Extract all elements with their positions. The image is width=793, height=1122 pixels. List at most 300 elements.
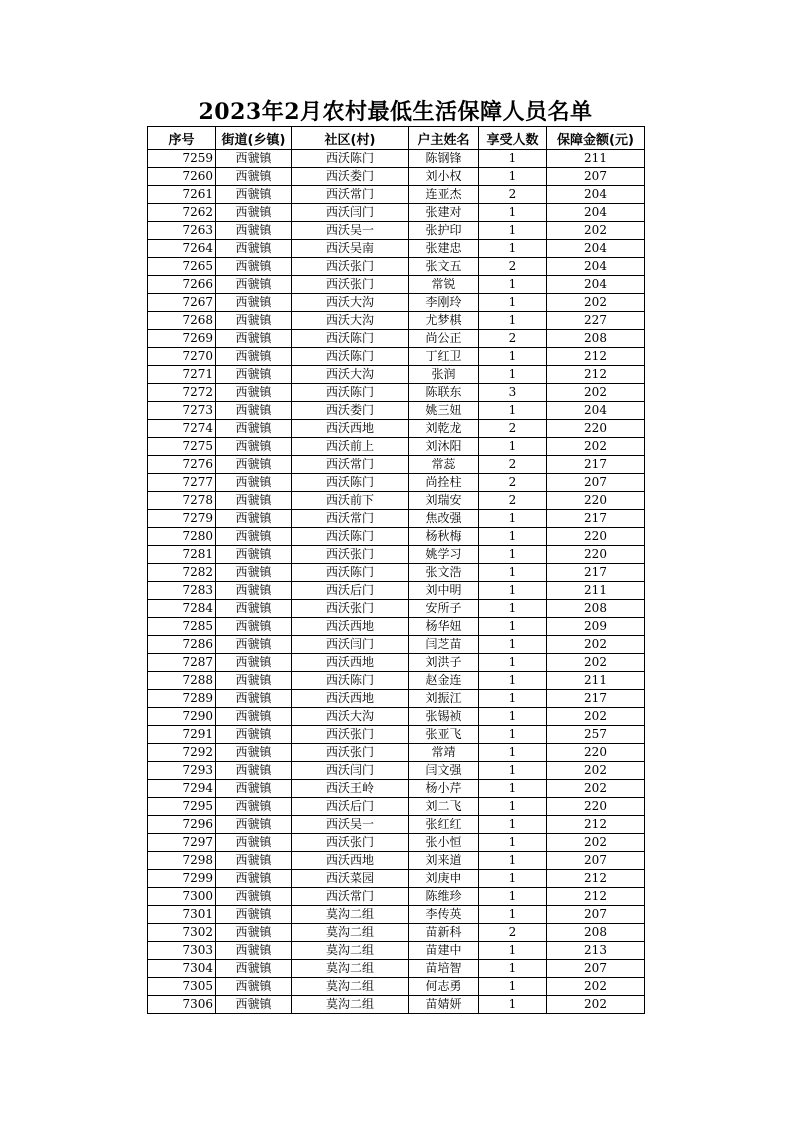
cell-amount: 212: [547, 348, 645, 366]
cell-amount: 211: [547, 150, 645, 168]
cell-seq: 7306: [148, 996, 216, 1014]
cell-householder: 刘乾龙: [409, 420, 479, 438]
cell-persons: 1: [479, 942, 547, 960]
cell-householder: 安所子: [409, 600, 479, 618]
cell-householder: 张锡祯: [409, 708, 479, 726]
cell-seq: 7269: [148, 330, 216, 348]
cell-amount: 217: [547, 456, 645, 474]
cell-street: 西虢镇: [216, 204, 292, 222]
cell-street: 西虢镇: [216, 582, 292, 600]
cell-seq: 7285: [148, 618, 216, 636]
table-row: [148, 942, 645, 960]
cell-persons: 1: [479, 744, 547, 762]
table-row: [148, 924, 645, 942]
cell-community: 西沃后门: [292, 798, 409, 816]
cell-seq: 7271: [148, 366, 216, 384]
cell-householder: 苗培智: [409, 960, 479, 978]
cell-amount: 202: [547, 636, 645, 654]
cell-seq: 7303: [148, 942, 216, 960]
cell-street: 西虢镇: [216, 294, 292, 312]
table-row: [148, 906, 645, 924]
cell-community: 西沃常门: [292, 888, 409, 906]
cell-amount: 212: [547, 816, 645, 834]
cell-householder: 闫芝苗: [409, 636, 479, 654]
cell-seq: 7278: [148, 492, 216, 510]
cell-amount: 202: [547, 834, 645, 852]
cell-street: 西虢镇: [216, 672, 292, 690]
table-row: [148, 258, 645, 276]
table-row: [148, 672, 645, 690]
cell-street: 西虢镇: [216, 564, 292, 582]
table-row: [148, 564, 645, 582]
cell-community: 西沃常门: [292, 510, 409, 528]
cell-amount: 257: [547, 726, 645, 744]
table-row: [148, 816, 645, 834]
cell-street: 西虢镇: [216, 978, 292, 996]
cell-street: 西虢镇: [216, 222, 292, 240]
table-row: [148, 546, 645, 564]
table-row: [148, 582, 645, 600]
cell-householder: 苗新科: [409, 924, 479, 942]
cell-seq: 7287: [148, 654, 216, 672]
cell-seq: 7298: [148, 852, 216, 870]
cell-street: 西虢镇: [216, 510, 292, 528]
cell-persons: 1: [479, 960, 547, 978]
cell-community: 西沃前上: [292, 438, 409, 456]
cell-community: 西沃张门: [292, 744, 409, 762]
cell-seq: 7280: [148, 528, 216, 546]
cell-amount: 211: [547, 582, 645, 600]
cell-persons: 1: [479, 168, 547, 186]
header-persons: 享受人数: [479, 127, 547, 150]
cell-amount: 220: [547, 744, 645, 762]
cell-community: 西沃娄门: [292, 168, 409, 186]
cell-amount: 207: [547, 474, 645, 492]
cell-householder: 刘洪子: [409, 654, 479, 672]
cell-householder: 张护印: [409, 222, 479, 240]
header-community: 社区(村): [292, 127, 409, 150]
cell-street: 西虢镇: [216, 798, 292, 816]
cell-street: 西虢镇: [216, 492, 292, 510]
cell-seq: 7268: [148, 312, 216, 330]
table-row: [148, 618, 645, 636]
cell-householder: 杨小芹: [409, 780, 479, 798]
table-row: [148, 420, 645, 438]
table-row: [148, 402, 645, 420]
cell-street: 西虢镇: [216, 546, 292, 564]
cell-street: 西虢镇: [216, 960, 292, 978]
cell-community: 西沃陈门: [292, 348, 409, 366]
cell-street: 西虢镇: [216, 276, 292, 294]
table-row: [148, 384, 645, 402]
cell-seq: 7297: [148, 834, 216, 852]
table-row: [148, 690, 645, 708]
cell-householder: 刘二飞: [409, 798, 479, 816]
cell-persons: 1: [479, 978, 547, 996]
recipient-table: [147, 126, 645, 1014]
cell-persons: 1: [479, 636, 547, 654]
cell-seq: 7300: [148, 888, 216, 906]
table-row: [148, 240, 645, 258]
cell-amount: 220: [547, 546, 645, 564]
header-street: 街道(乡镇): [216, 127, 292, 150]
cell-seq: 7289: [148, 690, 216, 708]
cell-seq: 7273: [148, 402, 216, 420]
cell-persons: 1: [479, 888, 547, 906]
cell-street: 西虢镇: [216, 366, 292, 384]
cell-community: 西沃娄门: [292, 402, 409, 420]
cell-persons: 1: [479, 654, 547, 672]
cell-amount: 202: [547, 438, 645, 456]
table-row: [148, 978, 645, 996]
cell-seq: 7301: [148, 906, 216, 924]
table-row: [148, 888, 645, 906]
cell-persons: 1: [479, 348, 547, 366]
cell-community: 西沃陈门: [292, 330, 409, 348]
cell-community: 西沃陈门: [292, 474, 409, 492]
cell-amount: 211: [547, 672, 645, 690]
cell-amount: 204: [547, 276, 645, 294]
cell-amount: 213: [547, 942, 645, 960]
cell-seq: 7293: [148, 762, 216, 780]
cell-street: 西虢镇: [216, 744, 292, 762]
cell-seq: 7263: [148, 222, 216, 240]
cell-seq: 7305: [148, 978, 216, 996]
header-amount: 保障金额(元): [547, 127, 645, 150]
cell-seq: 7284: [148, 600, 216, 618]
table-row: [148, 960, 645, 978]
cell-seq: 7295: [148, 798, 216, 816]
cell-householder: 刘瑞安: [409, 492, 479, 510]
cell-amount: 212: [547, 870, 645, 888]
document-title: 2023年2月农村最低生活保障人员名单: [198, 99, 593, 125]
cell-amount: 220: [547, 528, 645, 546]
cell-householder: 苗建中: [409, 942, 479, 960]
cell-amount: 207: [547, 960, 645, 978]
cell-amount: 202: [547, 384, 645, 402]
table-row: [148, 474, 645, 492]
cell-persons: 1: [479, 852, 547, 870]
cell-amount: 209: [547, 618, 645, 636]
cell-persons: 2: [479, 420, 547, 438]
cell-seq: 7302: [148, 924, 216, 942]
cell-street: 西虢镇: [216, 402, 292, 420]
cell-persons: 1: [479, 618, 547, 636]
cell-amount: 207: [547, 852, 645, 870]
cell-seq: 7265: [148, 258, 216, 276]
table-row: [148, 636, 645, 654]
cell-persons: 2: [479, 186, 547, 204]
cell-amount: 208: [547, 924, 645, 942]
cell-community: 西沃大沟: [292, 366, 409, 384]
cell-seq: 7276: [148, 456, 216, 474]
cell-persons: 2: [479, 456, 547, 474]
table-row: [148, 492, 645, 510]
cell-community: 西沃后门: [292, 582, 409, 600]
cell-community: 莫沟二组: [292, 906, 409, 924]
cell-community: 西沃闫门: [292, 204, 409, 222]
cell-street: 西虢镇: [216, 420, 292, 438]
cell-seq: 7286: [148, 636, 216, 654]
table-row: [148, 222, 645, 240]
cell-seq: 7267: [148, 294, 216, 312]
table-row: [148, 366, 645, 384]
table-row: [148, 726, 645, 744]
cell-persons: 1: [479, 582, 547, 600]
cell-persons: 1: [479, 546, 547, 564]
table-row: [148, 708, 645, 726]
cell-seq: 7272: [148, 384, 216, 402]
table-row: [148, 528, 645, 546]
cell-amount: 202: [547, 222, 645, 240]
cell-persons: 1: [479, 276, 547, 294]
table-row: [148, 780, 645, 798]
cell-street: 西虢镇: [216, 762, 292, 780]
cell-householder: 刘中明: [409, 582, 479, 600]
cell-householder: 杨秋梅: [409, 528, 479, 546]
cell-amount: 217: [547, 510, 645, 528]
cell-community: 西沃菜园: [292, 870, 409, 888]
cell-persons: 1: [479, 204, 547, 222]
table-row: [148, 600, 645, 618]
cell-seq: 7299: [148, 870, 216, 888]
cell-street: 西虢镇: [216, 186, 292, 204]
cell-householder: 张小恒: [409, 834, 479, 852]
cell-amount: 220: [547, 420, 645, 438]
cell-persons: 2: [479, 924, 547, 942]
cell-persons: 1: [479, 510, 547, 528]
cell-community: 西沃常门: [292, 186, 409, 204]
cell-street: 西虢镇: [216, 600, 292, 618]
cell-seq: 7282: [148, 564, 216, 582]
table-row: [148, 834, 645, 852]
cell-householder: 刘小权: [409, 168, 479, 186]
cell-community: 西沃前下: [292, 492, 409, 510]
cell-seq: 7291: [148, 726, 216, 744]
cell-seq: 7261: [148, 186, 216, 204]
cell-seq: 7292: [148, 744, 216, 762]
cell-persons: 1: [479, 870, 547, 888]
cell-householder: 陈维珍: [409, 888, 479, 906]
table-row: [148, 744, 645, 762]
cell-street: 西虢镇: [216, 438, 292, 456]
cell-amount: 208: [547, 330, 645, 348]
cell-street: 西虢镇: [216, 852, 292, 870]
cell-street: 西虢镇: [216, 150, 292, 168]
cell-amount: 212: [547, 888, 645, 906]
cell-householder: 张建忠: [409, 240, 479, 258]
cell-street: 西虢镇: [216, 618, 292, 636]
table-row: [148, 330, 645, 348]
cell-community: 西沃王岭: [292, 780, 409, 798]
cell-amount: 207: [547, 168, 645, 186]
cell-street: 西虢镇: [216, 384, 292, 402]
cell-community: 西沃陈门: [292, 150, 409, 168]
cell-householder: 张亚飞: [409, 726, 479, 744]
cell-seq: 7288: [148, 672, 216, 690]
cell-persons: 1: [479, 438, 547, 456]
cell-street: 西虢镇: [216, 816, 292, 834]
cell-community: 西沃陈门: [292, 672, 409, 690]
cell-persons: 1: [479, 798, 547, 816]
cell-amount: 217: [547, 690, 645, 708]
cell-persons: 1: [479, 294, 547, 312]
cell-householder: 尚拴柱: [409, 474, 479, 492]
cell-amount: 202: [547, 654, 645, 672]
cell-householder: 姚学习: [409, 546, 479, 564]
cell-householder: 丁红卫: [409, 348, 479, 366]
table-body: [148, 150, 645, 1014]
cell-persons: 1: [479, 402, 547, 420]
cell-community: 西沃张门: [292, 726, 409, 744]
cell-amount: 207: [547, 906, 645, 924]
cell-persons: 1: [479, 240, 547, 258]
cell-amount: 202: [547, 708, 645, 726]
cell-street: 西虢镇: [216, 906, 292, 924]
cell-community: 西沃吴一: [292, 222, 409, 240]
cell-street: 西虢镇: [216, 474, 292, 492]
cell-persons: 1: [479, 150, 547, 168]
cell-community: 莫沟二组: [292, 924, 409, 942]
cell-community: 西沃张门: [292, 546, 409, 564]
cell-community: 西沃大沟: [292, 312, 409, 330]
cell-street: 西虢镇: [216, 240, 292, 258]
cell-persons: 1: [479, 564, 547, 582]
cell-street: 西虢镇: [216, 780, 292, 798]
cell-amount: 204: [547, 402, 645, 420]
cell-seq: 7264: [148, 240, 216, 258]
cell-seq: 7283: [148, 582, 216, 600]
cell-community: 西沃闫门: [292, 636, 409, 654]
cell-community: 西沃吴南: [292, 240, 409, 258]
cell-householder: 陈联东: [409, 384, 479, 402]
table-row: [148, 510, 645, 528]
cell-householder: 刘沐阳: [409, 438, 479, 456]
cell-amount: 202: [547, 978, 645, 996]
cell-seq: 7277: [148, 474, 216, 492]
cell-householder: 张润: [409, 366, 479, 384]
cell-householder: 陈钢锋: [409, 150, 479, 168]
cell-persons: 3: [479, 384, 547, 402]
cell-community: 西沃西地: [292, 420, 409, 438]
cell-persons: 1: [479, 312, 547, 330]
cell-householder: 张红红: [409, 816, 479, 834]
table-row: [148, 762, 645, 780]
table-row: [148, 852, 645, 870]
cell-street: 西虢镇: [216, 708, 292, 726]
cell-street: 西虢镇: [216, 168, 292, 186]
cell-street: 西虢镇: [216, 654, 292, 672]
cell-householder: 尤梦棋: [409, 312, 479, 330]
cell-householder: 连亚杰: [409, 186, 479, 204]
cell-community: 西沃张门: [292, 600, 409, 618]
cell-householder: 刘庚申: [409, 870, 479, 888]
cell-street: 西虢镇: [216, 834, 292, 852]
cell-amount: 220: [547, 492, 645, 510]
table-row: [148, 798, 645, 816]
cell-persons: 1: [479, 834, 547, 852]
cell-street: 西虢镇: [216, 726, 292, 744]
cell-seq: 7274: [148, 420, 216, 438]
cell-seq: 7259: [148, 150, 216, 168]
cell-householder: 张建对: [409, 204, 479, 222]
cell-persons: 1: [479, 366, 547, 384]
cell-persons: 1: [479, 690, 547, 708]
cell-seq: 7294: [148, 780, 216, 798]
cell-community: 莫沟二组: [292, 996, 409, 1014]
cell-street: 西虢镇: [216, 348, 292, 366]
table-row: [148, 438, 645, 456]
table-row: [148, 150, 645, 168]
table-row: [148, 204, 645, 222]
cell-persons: 1: [479, 600, 547, 618]
table-row: [148, 870, 645, 888]
cell-persons: 1: [479, 222, 547, 240]
cell-householder: 闫文强: [409, 762, 479, 780]
table-row: [148, 186, 645, 204]
cell-community: 莫沟二组: [292, 960, 409, 978]
cell-persons: 1: [479, 672, 547, 690]
cell-community: 西沃陈门: [292, 564, 409, 582]
cell-persons: 1: [479, 906, 547, 924]
cell-seq: 7275: [148, 438, 216, 456]
cell-community: 西沃张门: [292, 258, 409, 276]
cell-seq: 7296: [148, 816, 216, 834]
table-row: [148, 276, 645, 294]
cell-householder: 赵金连: [409, 672, 479, 690]
cell-householder: 杨华妞: [409, 618, 479, 636]
cell-persons: 2: [479, 492, 547, 510]
cell-community: 西沃西地: [292, 654, 409, 672]
cell-householder: 刘来道: [409, 852, 479, 870]
cell-householder: 苗婧妍: [409, 996, 479, 1014]
cell-persons: 1: [479, 726, 547, 744]
table-row: [148, 348, 645, 366]
cell-householder: 李传英: [409, 906, 479, 924]
cell-householder: 姚三妞: [409, 402, 479, 420]
cell-community: 西沃西地: [292, 690, 409, 708]
cell-street: 西虢镇: [216, 924, 292, 942]
cell-street: 西虢镇: [216, 996, 292, 1014]
cell-persons: 2: [479, 474, 547, 492]
cell-persons: 1: [479, 708, 547, 726]
cell-community: 西沃张门: [292, 276, 409, 294]
cell-community: 西沃闫门: [292, 762, 409, 780]
cell-householder: 张文五: [409, 258, 479, 276]
cell-householder: 焦改强: [409, 510, 479, 528]
cell-amount: 217: [547, 564, 645, 582]
cell-community: 莫沟二组: [292, 942, 409, 960]
cell-amount: 227: [547, 312, 645, 330]
cell-street: 西虢镇: [216, 312, 292, 330]
cell-householder: 何志勇: [409, 978, 479, 996]
cell-street: 西虢镇: [216, 258, 292, 276]
cell-seq: 7260: [148, 168, 216, 186]
table-row: [148, 456, 645, 474]
cell-community: 西沃常门: [292, 456, 409, 474]
cell-community: 西沃西地: [292, 852, 409, 870]
cell-community: 西沃张门: [292, 834, 409, 852]
cell-street: 西虢镇: [216, 528, 292, 546]
cell-seq: 7290: [148, 708, 216, 726]
cell-seq: 7279: [148, 510, 216, 528]
cell-seq: 7281: [148, 546, 216, 564]
cell-householder: 尚公正: [409, 330, 479, 348]
cell-amount: 204: [547, 240, 645, 258]
table-row: [148, 294, 645, 312]
cell-persons: 1: [479, 762, 547, 780]
header-householder: 户主姓名: [409, 127, 479, 150]
